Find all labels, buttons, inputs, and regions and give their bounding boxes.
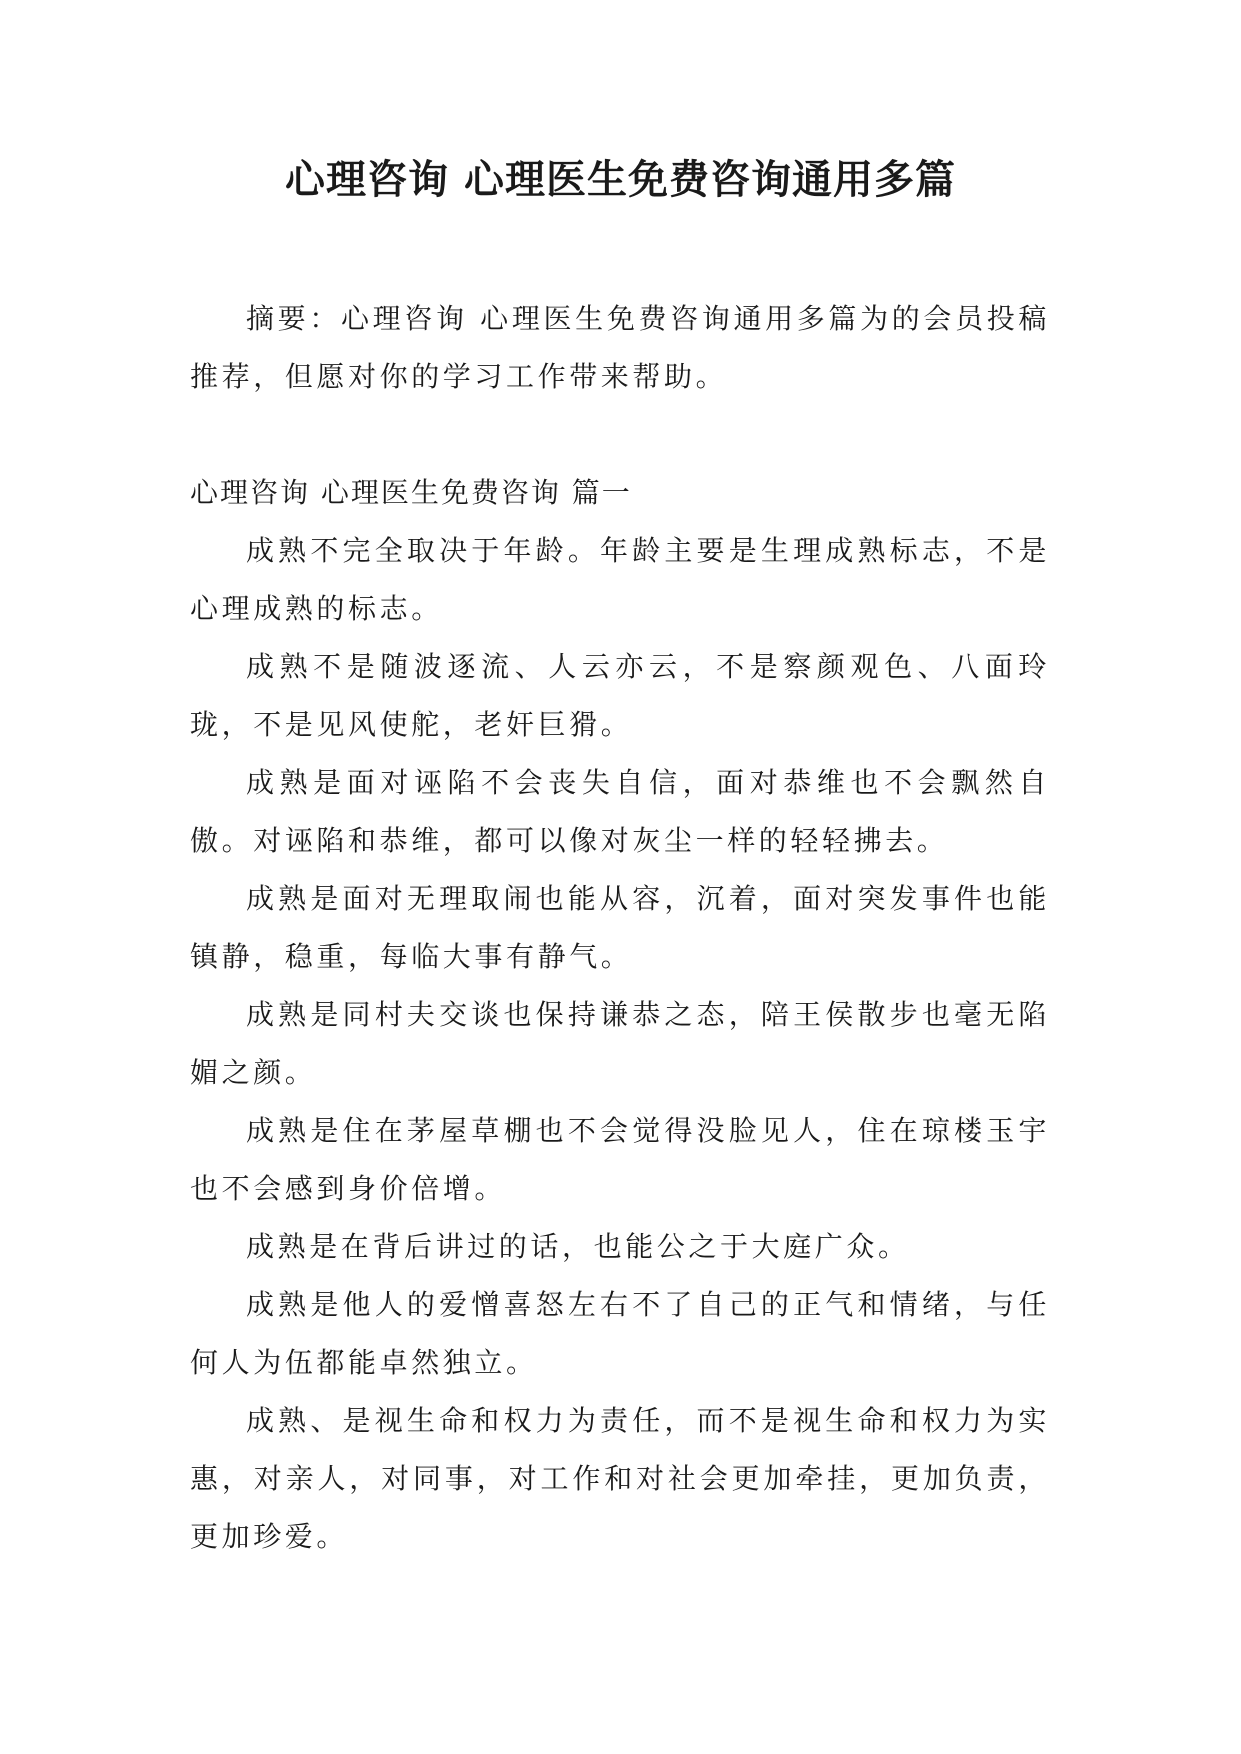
body-paragraph: 成熟不是随波逐流、人云亦云，不是察颜观色、八面玲珑，不是见风使舵，老奸巨猾。 [190,650,1050,741]
body-paragraph: 成熟不完全取决于年龄。年龄主要是生理成熟标志，不是心理成熟的标志。 [190,534,1050,625]
abstract-paragraph: 摘要：心理咨询 心理医生免费咨询通用多篇为的会员投稿推荐，但愿对你的学习工作带来帮助。 [190,302,1050,393]
section-heading: 心理咨询 心理医生免费咨询 篇一 [190,476,632,509]
body-paragraph: 成熟是住在茅屋草棚也不会觉得没脸见人，住在琼楼玉宇也不会感到身价倍增。 [190,1114,1050,1205]
body-paragraph: 成熟是在背后讲过的话，也能公之于大庭广众。 [246,1230,910,1263]
body-paragraph: 成熟、是视生命和权力为责任，而不是视生命和权力为实惠，对亲人，对同事，对工作和对社会更加牵挂，更加负责，更加珍爱。 [190,1404,1050,1553]
body-paragraph: 成熟是面对无理取闹也能从容，沉着，面对突发事件也能镇静，稳重，每临大事有静气。 [190,882,1050,973]
document-title: 心理咨询 心理医生免费咨询通用多篇 [285,157,956,203]
body-paragraph: 成熟是面对诬陷不会丧失自信，面对恭维也不会飘然自傲。对诬陷和恭维，都可以像对灰尘一样的轻轻拂去。 [190,766,1050,857]
body-paragraph: 成熟是同村夫交谈也保持谦恭之态，陪王侯散步也毫无陷媚之颜。 [190,998,1050,1089]
document-body [190,290,1050,1566]
body-paragraph: 成熟是他人的爱憎喜怒左右不了自己的正气和情绪，与任何人为伍都能卓然独立。 [190,1288,1050,1379]
